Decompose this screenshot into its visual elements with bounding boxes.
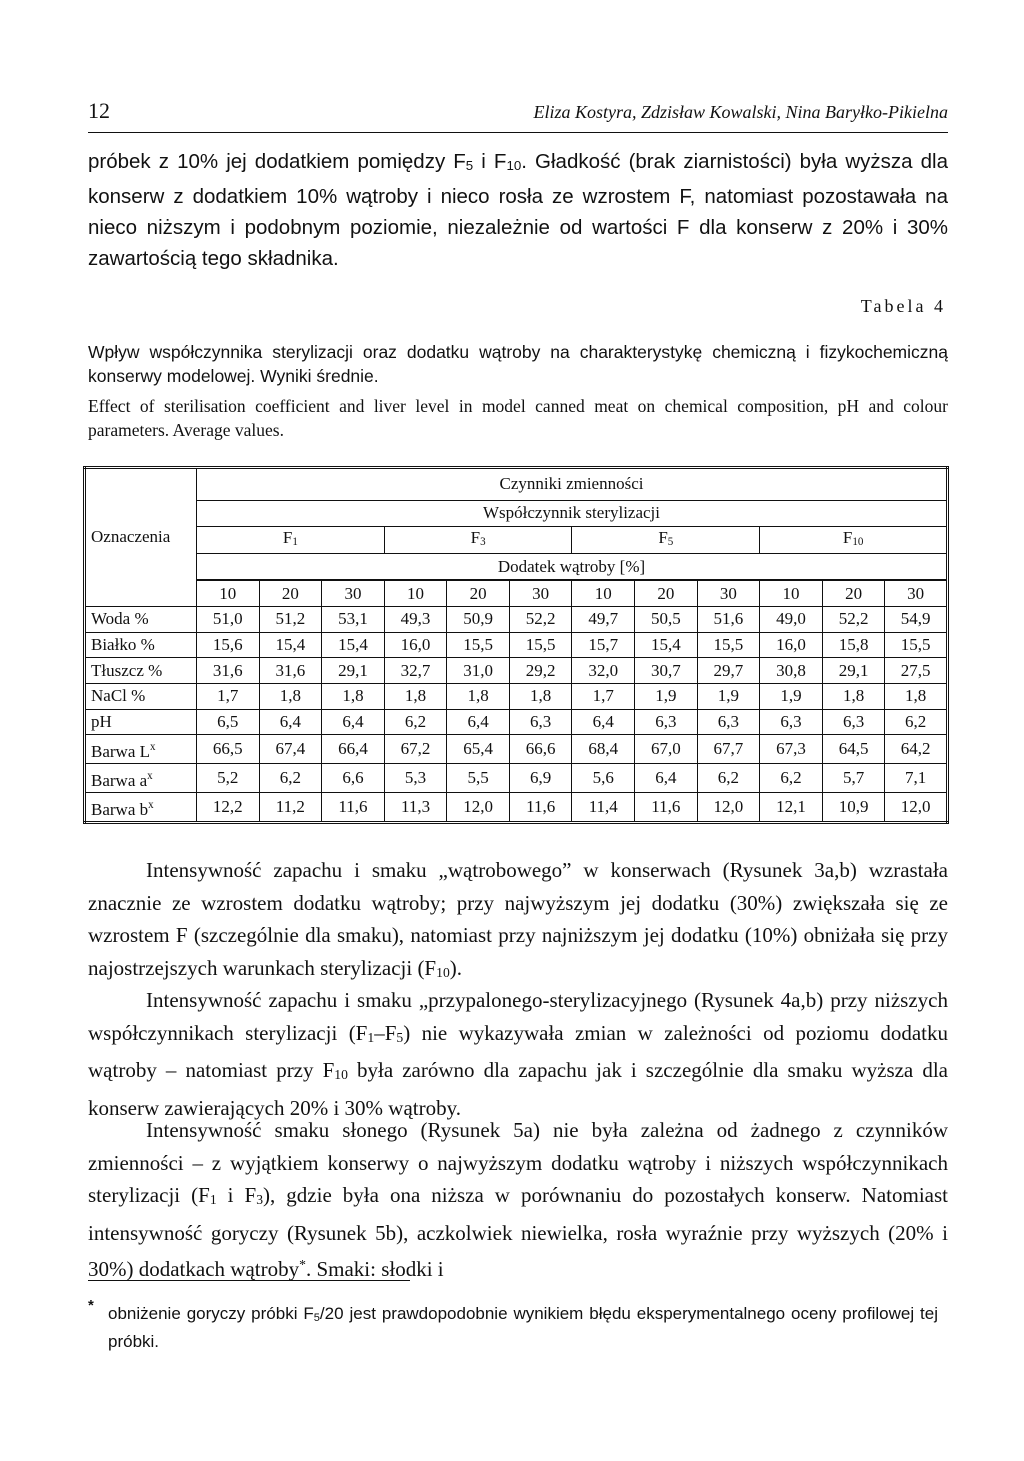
table-cell: 49,0 [760, 606, 823, 632]
table-cell: 5,3 [384, 764, 447, 793]
table-row [85, 632, 948, 658]
table-row [85, 709, 948, 735]
footnote-mark: * [88, 1297, 94, 1314]
row-label: Woda % [85, 606, 197, 632]
table-cell: 6,9 [509, 764, 572, 793]
header-sterilisation-coefficient: Współczynnik sterylizacji [197, 500, 948, 526]
header-liver-addition: Dodatek wątroby [%] [197, 554, 948, 580]
table-cell: 6,3 [635, 709, 698, 735]
table-cell: 6,2 [259, 764, 322, 793]
table-row [85, 735, 948, 764]
table-cell: 6,2 [885, 709, 948, 735]
table-cell: 6,3 [822, 709, 885, 735]
table-cell: 6,2 [697, 764, 760, 793]
table-row [85, 793, 948, 823]
table-cell: 32,7 [384, 658, 447, 684]
table-cell: 12,2 [197, 793, 260, 823]
table-cell: 1,8 [322, 684, 385, 710]
table-cell: 6,3 [697, 709, 760, 735]
table-cell: 65,4 [447, 735, 510, 764]
table-cell: 6,3 [760, 709, 823, 735]
page-header [88, 96, 948, 133]
table-cell: 5,7 [822, 764, 885, 793]
liver-level-header: 30 [322, 580, 385, 606]
table-cell: 12,1 [760, 793, 823, 823]
table-cell: 1,9 [697, 684, 760, 710]
table-cell: 31,0 [447, 658, 510, 684]
table-cell: 12,0 [447, 793, 510, 823]
table-cell: 64,5 [822, 735, 885, 764]
table-cell: 51,6 [697, 606, 760, 632]
liver-level-header: 10 [197, 580, 260, 606]
table-cell: 15,8 [822, 632, 885, 658]
table-corner-label: Oznaczenia [85, 468, 197, 607]
table-cell: 67,4 [259, 735, 322, 764]
table-cell: 32,0 [572, 658, 635, 684]
table-cell: 16,0 [384, 632, 447, 658]
table-row [85, 658, 948, 684]
table-cell: 1,8 [259, 684, 322, 710]
page-number: 12 [88, 98, 110, 123]
table-cell: 15,5 [697, 632, 760, 658]
table-cell: 31,6 [197, 658, 260, 684]
table-cell: 1,7 [197, 684, 260, 710]
table-cell: 6,5 [197, 709, 260, 735]
table-cell: 11,4 [572, 793, 635, 823]
table-cell: 29,7 [697, 658, 760, 684]
table-cell: 15,4 [259, 632, 322, 658]
table-cell: 15,7 [572, 632, 635, 658]
liver-level-header: 20 [822, 580, 885, 606]
table-cell: 29,1 [822, 658, 885, 684]
table-cell: 1,8 [509, 684, 572, 710]
row-label: NaCl % [85, 684, 197, 710]
table-cell: 11,3 [384, 793, 447, 823]
table-cell: 1,9 [635, 684, 698, 710]
table-cell: 51,2 [259, 606, 322, 632]
table-cell: 54,9 [885, 606, 948, 632]
table-cell: 11,6 [509, 793, 572, 823]
table-cell: 1,7 [572, 684, 635, 710]
table-cell: 67,2 [384, 735, 447, 764]
table-cell: 12,0 [697, 793, 760, 823]
table-cell: 30,7 [635, 658, 698, 684]
table-cell: 1,8 [822, 684, 885, 710]
table-cell: 6,4 [259, 709, 322, 735]
liver-level-header: 20 [635, 580, 698, 606]
table-cell: 50,5 [635, 606, 698, 632]
coefficient-header: $F_1$ [197, 526, 385, 554]
table-cell: 6,4 [447, 709, 510, 735]
liver-level-header: 10 [384, 580, 447, 606]
table-row [85, 606, 948, 632]
intro-paragraph: próbek z 10% jej dodatkiem pomiędzy $F_5$ i $F_{10}$. Gładkość (brak ziarnistości) była wyższa dla konserw z dodatkiem 10% wątroby i nieco rosła ze wzrostem F, natomiast pozostawała na nieco niższym i podobnym poziomie, niezależnie od wartości F dla konserw z 20% i 30% zawartością tego składnika. [88, 150, 948, 270]
table-cell: 31,6 [259, 658, 322, 684]
header-factors: Czynniki zmienności [197, 468, 948, 501]
liver-level-header: 30 [885, 580, 948, 606]
table-cell: 11,6 [322, 793, 385, 823]
liver-level-header: 30 [697, 580, 760, 606]
row-label: Tłuszcz % [85, 658, 197, 684]
table-cell: 15,5 [885, 632, 948, 658]
table-cell: 6,2 [760, 764, 823, 793]
table-row [85, 764, 948, 793]
table-cell: 29,1 [322, 658, 385, 684]
table-cell: 5,2 [197, 764, 260, 793]
table-cell: 11,2 [259, 793, 322, 823]
footnote-rule [88, 1280, 410, 1281]
table-cell: 30,8 [760, 658, 823, 684]
table-row [85, 684, 948, 710]
table-caption-polish: Wpływ współczynnika sterylizacji oraz dodatku wątroby na charakterystykę chemiczną i fizykochemiczną konserwy modelowej. Wyniki średnie. [88, 342, 948, 386]
table-cell: 1,8 [384, 684, 447, 710]
table-cell: 27,5 [885, 658, 948, 684]
row-label: Barwa $a^x$ [85, 764, 197, 793]
table-cell: 5,5 [447, 764, 510, 793]
table-cell: 52,2 [509, 606, 572, 632]
table-cell: 49,7 [572, 606, 635, 632]
table-cell: 6,4 [322, 709, 385, 735]
table-cell: 50,9 [447, 606, 510, 632]
table-cell: 6,2 [384, 709, 447, 735]
table-cell: 1,8 [447, 684, 510, 710]
footnote: * obniżenie goryczy próbki $F_5/20$ jest prawdopodobnie wynikiem błędu eksperymentalnego oceny profilowej tej próbki. [98, 1302, 938, 1354]
table-label: Tabela 4 [860, 296, 946, 316]
row-label: Barwa $b^x$ [85, 793, 197, 823]
table-cell: 67,3 [760, 735, 823, 764]
table-cell: 6,3 [509, 709, 572, 735]
coefficient-header: $F_3$ [384, 526, 572, 554]
liver-level-header: 20 [447, 580, 510, 606]
table-cell: 67,0 [635, 735, 698, 764]
table-cell: 49,3 [384, 606, 447, 632]
table-cell: 68,4 [572, 735, 635, 764]
table-cell: 67,7 [697, 735, 760, 764]
paragraph-burnt-flavour: Intensywność zapachu i smaku „przypalonego-sterylizacyjnego (Rysunek 4a,b) przy niższych współczynnikach sterylizacji $(F_1-F_5)$ nie wykazywała zmian w zależności od poziomu dodatku wątroby – natomiast przy $F_{10}$ była zarówno dla zapachu jak i szczególnie dla smaku wyższa dla konserw zawierających 20% i 30% wątroby. [88, 988, 948, 1120]
table-cell: 15,4 [635, 632, 698, 658]
table-cell: 15,6 [197, 632, 260, 658]
paragraph-salty-taste: Intensywność smaku słonego (Rysunek 5a) nie była zależna od żadnego z czynników zmienności – z wyjątkiem konserwy o najwyższym dodatku wątroby i niższych współczynnikach sterylizacji ($F_1$ i $F_3$), gdzie była ona niższa w porównaniu do pozostałych konserw. Natomiast intensywność goryczy (Rysunek 5b), aczkolwiek niewielka, rosła wyraźnie przy wyższych (20% i 30%) dodatkach wątroby*. Smaki: słodki i [88, 1118, 949, 1281]
table-cell: 10,9 [822, 793, 885, 823]
table-cell: 15,5 [509, 632, 572, 658]
table-cell: 64,2 [885, 735, 948, 764]
table-cell: 11,6 [635, 793, 698, 823]
row-label: Białko % [85, 632, 197, 658]
table-cell: 6,6 [322, 764, 385, 793]
liver-level-header: 20 [259, 580, 322, 606]
table-cell: 66,6 [509, 735, 572, 764]
table-cell: 52,2 [822, 606, 885, 632]
table-cell: 15,5 [447, 632, 510, 658]
table-cell: 29,2 [509, 658, 572, 684]
table-caption-english: Effect of sterilisation coefficient and liver level in model canned meat on chemical composition, pH and colour parameters. Average values. [88, 396, 948, 440]
liver-level-header: 10 [572, 580, 635, 606]
liver-level-header: 30 [509, 580, 572, 606]
table-cell: 66,4 [322, 735, 385, 764]
running-title: Eliza Kostyra, Zdzisław Kowalski, Nina Baryłko-Pikielna [533, 102, 948, 122]
table-cell: 12,0 [885, 793, 948, 823]
table-cell: 15,4 [322, 632, 385, 658]
table-cell: 1,8 [885, 684, 948, 710]
table-cell: 53,1 [322, 606, 385, 632]
row-label: pH [85, 709, 197, 735]
liver-level-header: 10 [760, 580, 823, 606]
results-table [83, 466, 949, 824]
coefficient-header: $F_5$ [572, 526, 760, 554]
table-cell: 66,5 [197, 735, 260, 764]
row-label: Barwa $L^x$ [85, 735, 197, 764]
table-cell: 6,4 [572, 709, 635, 735]
table-cell: 6,4 [635, 764, 698, 793]
table-cell: 7,1 [885, 764, 948, 793]
table-cell: 16,0 [760, 632, 823, 658]
table-cell: 51,0 [197, 606, 260, 632]
table-cell: 1,9 [760, 684, 823, 710]
paragraph-liver-flavour: Intensywność zapachu i smaku „wątrobowego” w konserwach (Rysunek 3a,b) wzrastała znacznie ze wzrostem dodatku wątroby; przy najwyższym jej dodatku (30%) zwiększała się ze wzrostem F (szczególnie dla smaku), natomiast przy najniższym jej dodatku (10%) obniżała się przy najostrzejszych warunkach sterylizacji $(F_{10})$. [88, 858, 948, 980]
table-cell: 5,6 [572, 764, 635, 793]
coefficient-header: $F_{10}$ [760, 526, 948, 554]
